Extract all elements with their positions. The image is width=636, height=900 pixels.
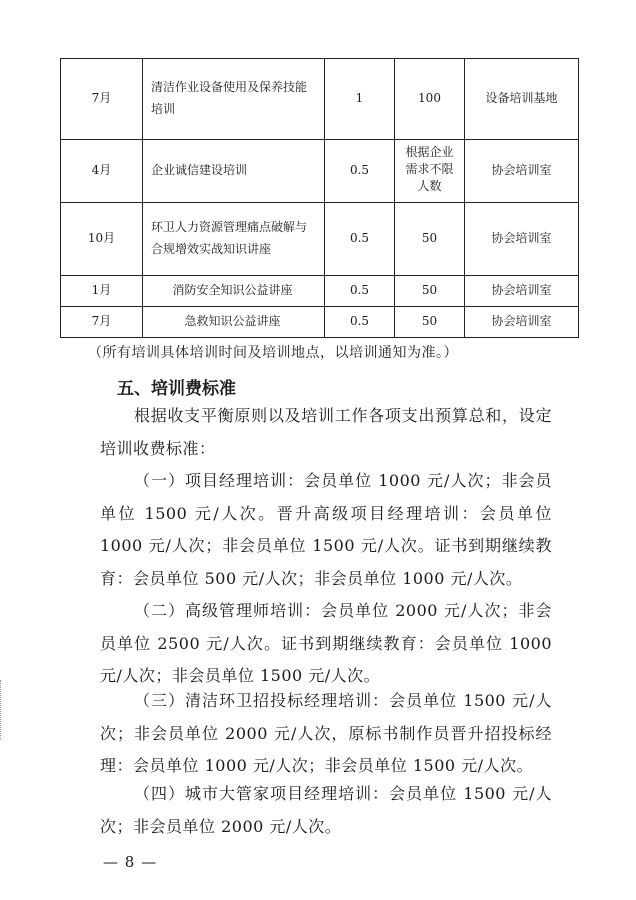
table-row bbox=[61, 307, 579, 338]
place-cell: 协会培训室 bbox=[465, 140, 579, 203]
days-cell: 0.5 bbox=[325, 276, 395, 307]
days-cell: 0.5 bbox=[325, 307, 395, 338]
table-row bbox=[61, 59, 579, 140]
people-cell: 100 bbox=[395, 59, 465, 140]
month-cell: 4月 bbox=[61, 140, 143, 203]
month-cell: 7月 bbox=[61, 307, 143, 338]
month-cell: 10月 bbox=[61, 203, 143, 276]
table-row bbox=[61, 203, 579, 276]
course-name-cell: 清洁作业设备使用及保养技能培训 bbox=[143, 59, 325, 140]
month-cell: 7月 bbox=[61, 59, 143, 140]
course-name-cell: 环卫人力资源管理痛点破解与合规增效实战知识讲座 bbox=[143, 203, 325, 276]
paragraph-intro: 根据收支平衡原则以及培训工作各项支出预算总和，设定培训收费标准： bbox=[100, 406, 552, 458]
section-heading: 五、培训费标准 bbox=[117, 379, 236, 399]
page-number: — 8 — bbox=[103, 853, 158, 871]
paragraph-senior-manager-fee: （二）高级管理师培训：会员单位 2000 元/人次；非会员单位 2500 元/人次。证书到期继续教育：会员单位 1000 元/人次；非会员单位 1500 元/人次。 bbox=[100, 601, 552, 685]
people-cell: 50 bbox=[395, 307, 465, 338]
paragraph-bidding-manager-fee: （三）清洁环卫招投标经理培训：会员单位 1500 元/人次；非会员单位 2000 元/人次，原标书制作员晋升招投标经理：会员单位 1000 元/人次；非会员单位 1500 元/人次。 bbox=[100, 691, 552, 775]
month-cell: 1月 bbox=[61, 276, 143, 307]
days-cell: 0.5 bbox=[325, 140, 395, 203]
paragraph-city-steward-fee: （四）城市大管家项目经理培训：会员单位 1500 元/人次；非会员单位 2000 元/人次。 bbox=[100, 784, 552, 836]
course-name-cell: 急救知识公益讲座 bbox=[143, 307, 325, 338]
place-cell: 设备培训基地 bbox=[465, 59, 579, 140]
people-cell: 50 bbox=[395, 276, 465, 307]
table-row bbox=[61, 140, 579, 203]
people-cell-text: 根据企业需求不限人数 bbox=[405, 145, 454, 193]
training-schedule-table bbox=[60, 58, 579, 338]
people-cell bbox=[395, 140, 465, 203]
course-name-cell: 企业诚信建设培训 bbox=[143, 140, 325, 203]
training-note: （所有培训具体培训时间及培训地点，以培训通知为准。） bbox=[88, 345, 458, 361]
place-cell: 协会培训室 bbox=[465, 203, 579, 276]
place-cell: 协会培训室 bbox=[465, 307, 579, 338]
people-cell: 50 bbox=[395, 203, 465, 276]
table-row bbox=[61, 276, 579, 307]
paragraph-project-manager-fee: （一）项目经理培训：会员单位 1000 元/人次；非会员单位 1500 元/人次。晋升高级项目经理培训：会员单位 1000 元/人次；非会员单位 1500 元/人次。证书到期继续教育：会员单位 500 元/人次；非会员单位 1000 元/人次。 bbox=[100, 471, 552, 588]
place-cell: 协会培训室 bbox=[465, 276, 579, 307]
course-name-cell: 消防安全知识公益讲座 bbox=[143, 276, 325, 307]
days-cell: 0.5 bbox=[325, 203, 395, 276]
binding-edge-marks bbox=[0, 680, 6, 740]
days-cell: 1 bbox=[325, 59, 395, 140]
